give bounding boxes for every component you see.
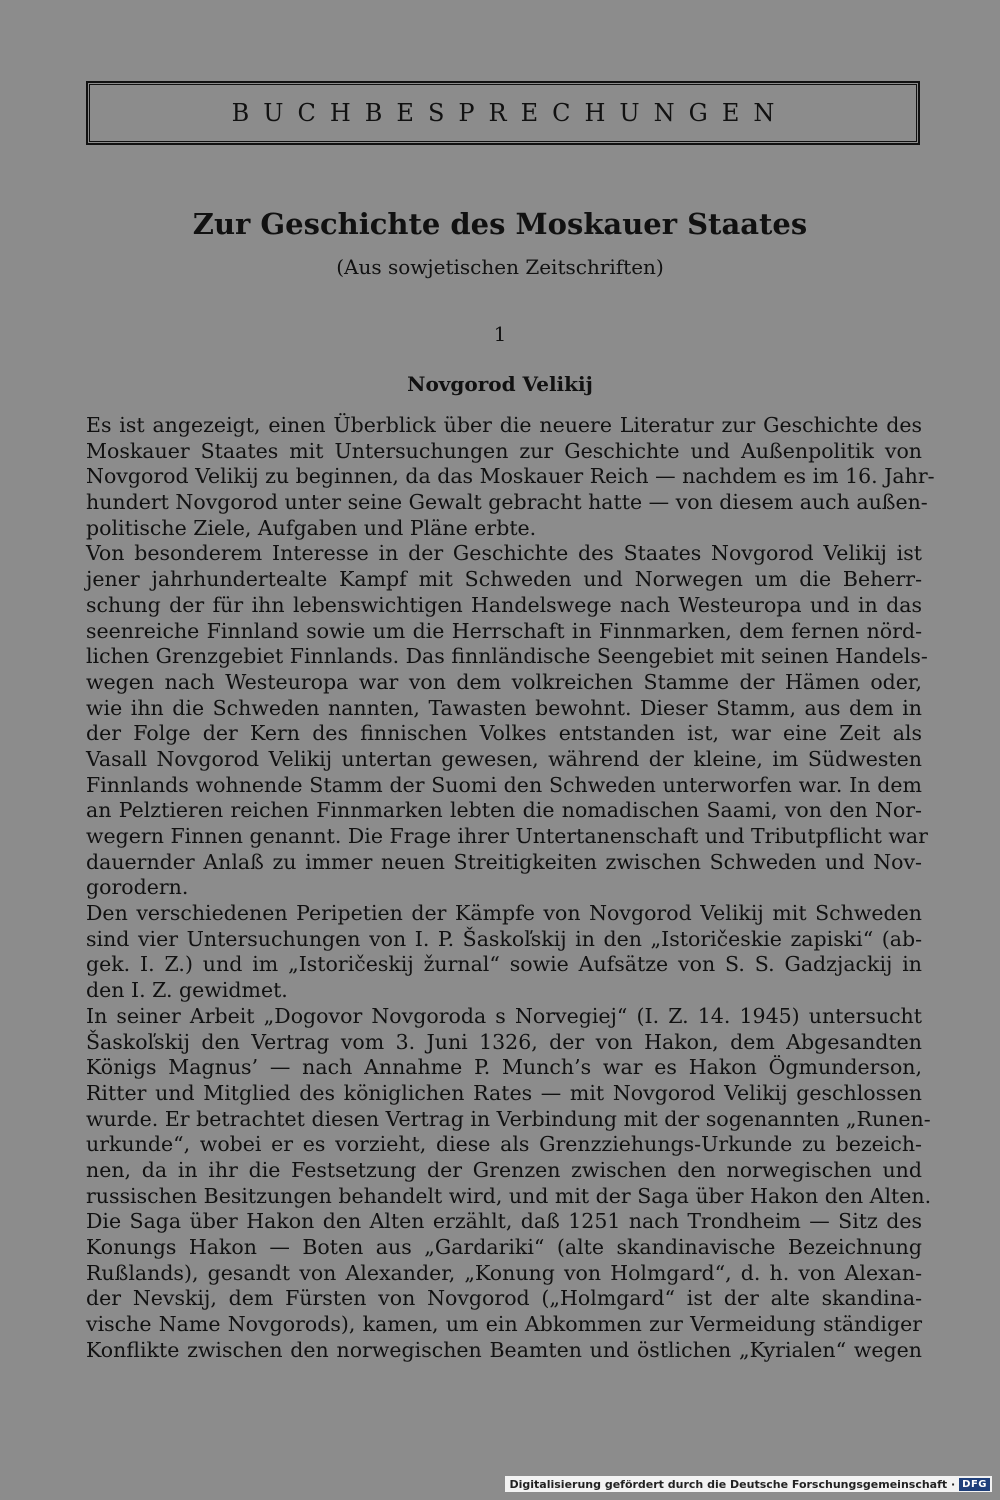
text-line: gorodern. bbox=[86, 875, 189, 900]
text-line: Novgorod Velikij zu beginnen, da das Moskauer Reich — nachdem es im 16. Jahr- bbox=[86, 464, 935, 489]
section-title: Novgorod Velikij bbox=[407, 372, 593, 396]
text-line: der Nevskij, dem Fürsten von Novgorod („Holmgard“ ist der alte skandina- bbox=[86, 1286, 922, 1311]
text-line: Rußlands), gesandt von Alexander, „Konung von Holmgard“, d. h. von Alexan- bbox=[86, 1260, 922, 1285]
text-line: wurde. Er betrachtet diesen Vertrag in Verbindung mit der sogenannten „Runen- bbox=[86, 1106, 931, 1131]
text-line: lichen Grenzgebiet Finnlands. Das finnländische Seengebiet mit seinen Handels- bbox=[86, 644, 928, 669]
section-header-label: BUCHBESPRECHUNGEN bbox=[231, 99, 789, 127]
text-line: seenreiche Finnland sowie um die Herrschaft in Finnmarken, dem fernen nörd- bbox=[86, 618, 922, 643]
text-line: Von besonderem Interesse in der Geschichte des Staates Novgorod Velikij ist bbox=[86, 541, 922, 566]
text-line: sind vier Untersuchungen von I. P. Šaskoľskij in den „Istoričeskie zapiski“ (ab- bbox=[86, 926, 922, 951]
text-line: dauernder Anlaß zu immer neuen Streitigkeiten zwischen Schweden und Nov- bbox=[86, 849, 922, 874]
text-line: Konungs Hakon — Boten aus „Gardariki“ (alte skandinavische Bezeichnung bbox=[86, 1235, 922, 1259]
text-line: Konflikte zwischen den norwegischen Beamten und östlichen „Kyrialen“ wegen bbox=[86, 1337, 922, 1362]
text-line: vische Name Novgorods), kamen, um ein Abkommen zur Vermeidung ständiger bbox=[86, 1312, 922, 1337]
text-line: Finnlands wohnende Stamm der Suomi den Schweden unterworfen war. In dem bbox=[86, 772, 922, 797]
text-line: russischen Besitzungen behandelt wird, und mit der Saga über Hakon den Alten. bbox=[86, 1183, 932, 1208]
text-line: Königs Magnus’ — nach Annahme P. Munch’s war es Hakon Ögmunderson, bbox=[86, 1055, 922, 1080]
text-line: Moskauer Staates mit Untersuchungen zur Geschichte und Außenpolitik von bbox=[86, 438, 922, 463]
text-line: wegern Finnen genannt. Die Frage ihrer Untertanenschaft und Tributpflicht war bbox=[86, 824, 928, 848]
credit-text: Digitalisierung gefördert durch die Deutsche Forschungsgemeinschaft · bbox=[509, 1477, 956, 1491]
text-line: In seiner Arbeit „Dogovor Novgoroda s Norvegiej“ (I. Z. 14. 1945) untersucht bbox=[86, 1003, 922, 1028]
text-line: Die Saga über Hakon den Alten erzählt, daß 1251 nach Trondheim — Sitz des bbox=[86, 1209, 922, 1234]
text-line: politische Ziele, Aufgaben und Pläne erbte. bbox=[86, 515, 537, 540]
text-line: Vasall Novgorod Velikij untertan gewesen, während der kleine, im Südwesten bbox=[86, 746, 922, 771]
text-line: Ritter und Mitglied des königlichen Rates — mit Novgorod Velikij geschlossen bbox=[86, 1080, 922, 1105]
section-number: 1 bbox=[493, 322, 507, 346]
text-line: gek. I. Z.) und im „Istoričeskij žurnal“ sowie Aufsätze von S. S. Gadzjackij in bbox=[86, 952, 922, 977]
dfg-logo: DFG bbox=[959, 1478, 990, 1491]
text-line: schung der für ihn lebenswichtigen Handelswege nach Westeuropa und in das bbox=[86, 592, 922, 617]
digitization-credit bbox=[505, 1476, 992, 1492]
article-subtitle: (Aus sowjetischen Zeitschriften) bbox=[336, 255, 664, 279]
text-line: nen, da in ihr die Festsetzung der Grenzen zwischen den norwegischen und bbox=[86, 1157, 922, 1182]
text-line: hundert Novgorod unter seine Gewalt gebracht hatte — von diesem auch außen- bbox=[86, 490, 928, 515]
text-line: wegen nach Westeuropa war von dem volkreichen Stamme der Hämen oder, bbox=[86, 669, 922, 694]
text-line: an Pelztieren reichen Finnmarken lebten die nomadischen Saami, von den Nor- bbox=[86, 798, 922, 823]
text-line: Den verschiedenen Peripetien der Kämpfe von Novgorod Velikij mit Schweden bbox=[86, 901, 922, 926]
text-line: der Folge der Kern des finnischen Volkes entstanden ist, war eine Zeit als bbox=[86, 721, 922, 746]
text-line: jener jahrhundertealte Kampf mit Schweden und Norwegen um die Beherr- bbox=[86, 567, 922, 592]
text-line: Šaskoľskij den Vertrag vom 3. Juni 1326, der von Hakon, dem Abgesandten bbox=[86, 1029, 922, 1054]
text-line: urkunde“, wobei er es vorzieht, diese als Grenzziehungs-Urkunde zu bezeich- bbox=[86, 1132, 922, 1157]
article-title: Zur Geschichte des Moskauer Staates bbox=[192, 207, 808, 241]
text-line: den I. Z. gewidmet. bbox=[86, 978, 288, 1003]
text-line: wie ihn die Schweden nannten, Tawasten bewohnt. Dieser Stamm, aus dem in bbox=[86, 695, 922, 720]
section-header-box bbox=[86, 81, 920, 145]
body-text bbox=[86, 413, 935, 1363]
text-line: Es ist angezeigt, einen Überblick über die neuere Literatur zur Geschichte des bbox=[86, 413, 922, 437]
